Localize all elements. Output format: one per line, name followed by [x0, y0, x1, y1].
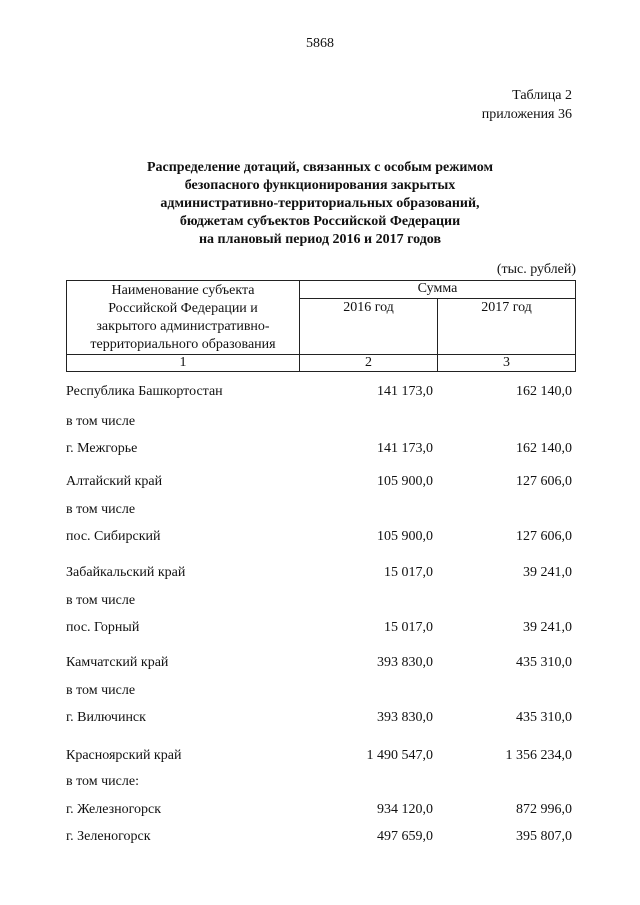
row-value-2016: 15 017,0 [384, 565, 433, 580]
units-label: (тыс. рублей) [496, 262, 576, 277]
table-reference [482, 86, 572, 124]
column-number: 3 [438, 355, 576, 372]
row-name: Красноярский край [66, 748, 182, 763]
row-name: г. Железногорск [66, 802, 162, 817]
appendix-number: приложения 36 [481, 107, 572, 122]
title-line: безопасного функционирования закрытых [184, 178, 456, 193]
table-row [66, 474, 576, 494]
header-sum: Сумма [300, 281, 576, 299]
row-name: Забайкальский край [66, 565, 186, 580]
row-name: в том числе [66, 414, 136, 429]
title-line: на плановый период 2016 и 2017 годов [198, 232, 442, 247]
table-row [66, 710, 576, 730]
page-number: 5868 [306, 36, 334, 51]
row-value-2017: 435 310,0 [516, 655, 572, 670]
row-name: Республика Башкортостан [66, 384, 223, 399]
header-name-line: Наименование субъекта [111, 283, 255, 298]
table-row [66, 593, 576, 613]
row-name: г. Зеленогорск [66, 829, 151, 844]
row-value-2017: 162 140,0 [516, 384, 572, 399]
document-title [100, 159, 540, 249]
row-value-2017: 872 996,0 [516, 802, 572, 817]
row-name: в том числе [66, 502, 136, 517]
header-year-2017: 2017 год [438, 298, 576, 354]
row-name: в том числе [66, 593, 136, 608]
row-name: пос. Горный [66, 620, 140, 635]
table-row [66, 414, 576, 434]
table-row [66, 683, 576, 703]
table-row [66, 620, 576, 640]
row-value-2016: 934 120,0 [377, 802, 433, 817]
header-name-line: Российской Федерации и [108, 301, 258, 316]
row-value-2016: 105 900,0 [377, 474, 433, 489]
row-value-2016: 105 900,0 [377, 529, 433, 544]
row-name: Алтайский край [66, 474, 163, 489]
row-value-2017: 39 241,0 [523, 565, 572, 580]
table-row [66, 565, 576, 585]
row-value-2016: 15 017,0 [384, 620, 433, 635]
table-row [66, 384, 576, 404]
row-value-2017: 127 606,0 [516, 529, 572, 544]
row-value-2016: 393 830,0 [377, 655, 433, 670]
row-value-2016: 1 490 547,0 [366, 748, 433, 763]
table-row [66, 441, 576, 461]
table-row [66, 748, 576, 768]
row-value-2017: 1 356 234,0 [505, 748, 572, 763]
table-row [66, 802, 576, 822]
table-row [66, 529, 576, 549]
table-row [66, 502, 576, 522]
title-line: бюджетам субъектов Российской Федерации [179, 214, 461, 229]
row-name: г. Вилючинск [66, 710, 146, 725]
row-value-2016: 393 830,0 [377, 710, 433, 725]
title-line: Распределение дотаций, связанных с особым режимом [146, 160, 494, 175]
table-header [66, 280, 576, 372]
header-name-column [67, 281, 300, 355]
header-name-line: территориального образования [90, 337, 276, 352]
row-name: в том числе: [66, 774, 139, 789]
row-name: в том числе [66, 683, 136, 698]
row-name: пос. Сибирский [66, 529, 161, 544]
row-value-2016: 141 173,0 [377, 441, 433, 456]
table-row [66, 774, 576, 794]
row-value-2017: 395 807,0 [516, 829, 572, 844]
header-name-line: закрытого административно- [96, 319, 270, 334]
row-value-2017: 435 310,0 [516, 710, 572, 725]
row-value-2016: 497 659,0 [377, 829, 433, 844]
row-value-2017: 127 606,0 [516, 474, 572, 489]
row-name: г. Межгорье [66, 441, 138, 456]
row-name: Камчатский край [66, 655, 169, 670]
row-value-2016: 141 173,0 [377, 384, 433, 399]
table-row [66, 655, 576, 675]
column-number: 1 [67, 355, 300, 372]
table-number: Таблица 2 [512, 88, 572, 103]
row-value-2017: 162 140,0 [516, 441, 572, 456]
column-number: 2 [300, 355, 438, 372]
title-line: административно-территориальных образований, [160, 196, 480, 211]
table-row [66, 829, 576, 849]
header-year-2016: 2016 год [300, 298, 438, 354]
row-value-2017: 39 241,0 [523, 620, 572, 635]
